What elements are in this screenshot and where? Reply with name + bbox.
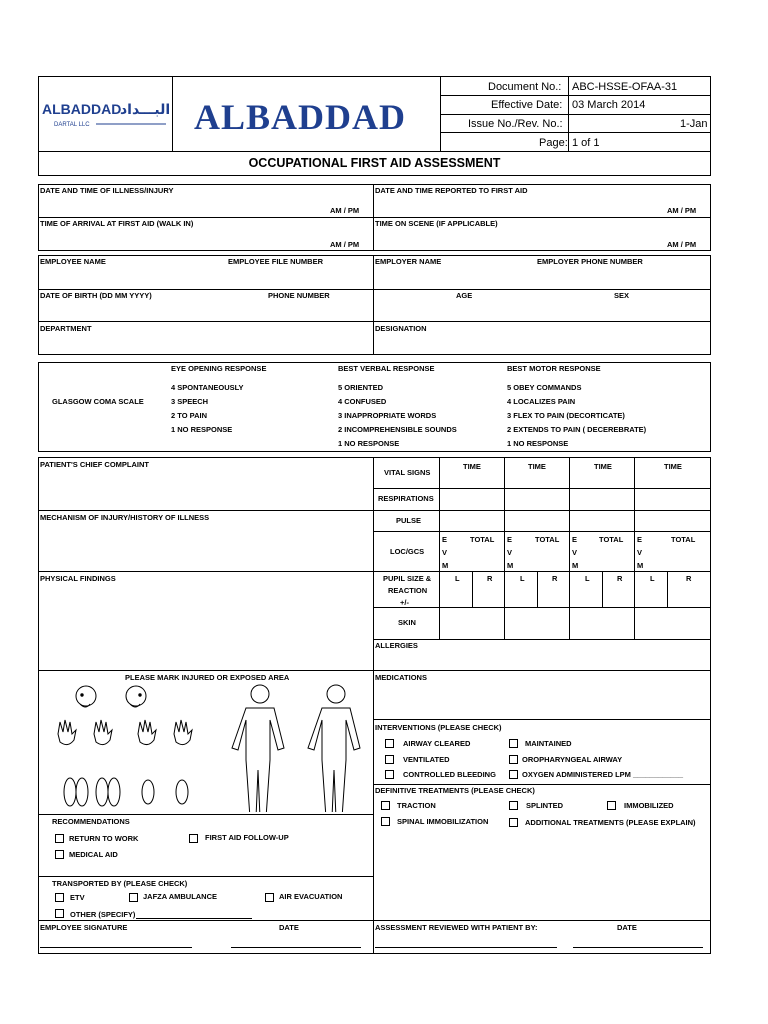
pupil-label: PUPIL SIZE & (383, 574, 432, 583)
gcs-motor-head: BEST MOTOR RESPONSE (507, 364, 601, 373)
additional-label: ADDITIONAL TREATMENTS (PLEASE EXPLAIN) (525, 818, 696, 827)
pupil-r: R (617, 574, 623, 583)
loc-v: V (442, 548, 448, 557)
loc-e: E (572, 535, 578, 544)
etv-label: ETV (70, 893, 85, 902)
employee-date-line[interactable] (231, 947, 361, 948)
reviewed-date-line[interactable] (573, 947, 703, 948)
doc-no-value: ABC-HSSE-OFAA-31 (572, 81, 678, 93)
pupil-l: L (585, 574, 590, 583)
employee-signature-line[interactable] (40, 947, 192, 948)
gcs-eye-item: 1 NO RESPONSE (171, 425, 233, 434)
airway-cleared-checkbox[interactable] (385, 739, 394, 748)
gcs-motor-item: 3 FLEX TO PAIN (DECORTICATE) (507, 411, 625, 420)
body-front-icon (232, 685, 284, 812)
oxygen-label: OXYGEN ADMINISTERED LPM ____________ (522, 770, 684, 779)
medical-aid-checkbox[interactable] (55, 850, 64, 859)
issue-label: Issue No./Rev. No.: (468, 118, 563, 130)
immobilized-label: IMMOBILIZED (624, 801, 674, 810)
pupil-r: R (686, 574, 692, 583)
skin-label: SKIN (398, 618, 416, 627)
svg-text:DARTAL LLC: DARTAL LLC (54, 122, 90, 128)
jafza-checkbox[interactable] (129, 893, 138, 902)
reaction-label: REACTION (388, 586, 428, 595)
employer-name-label: EMPLOYER NAME (375, 257, 442, 266)
mark-area-label: PLEASE MARK INJURED OR EXPOSED AREA (125, 673, 290, 682)
ventilated-checkbox[interactable] (385, 755, 394, 764)
pupil-l: L (650, 574, 655, 583)
loc-m: M (572, 561, 579, 570)
feet-icon (64, 778, 188, 806)
svg-text:ALBADDAD: ALBADDAD (42, 101, 122, 117)
gcs-verbal-head: BEST VERBAL RESPONSE (338, 364, 435, 373)
gcs-verbal-item: 3 INAPPROPRIATE WORDS (338, 411, 437, 420)
company-logo (40, 94, 170, 134)
head-left-icon (76, 686, 96, 707)
sig-date-label-2: DATE (617, 923, 637, 932)
page-label: Page: (539, 137, 568, 149)
gcs-verbal-item: 4 CONFUSED (338, 397, 387, 406)
pupil-r: R (552, 574, 558, 583)
oropharyngeal-label: OROPHARYNGEAL AIRWAY (522, 755, 623, 764)
definitive-title: DEFINITIVE TREATMENTS (PLEASE CHECK) (375, 786, 535, 795)
employee-file-label: EMPLOYEE FILE NUMBER (228, 257, 324, 266)
age-label: AGE (456, 291, 473, 300)
traction-label: TRACTION (397, 801, 436, 810)
effective-date-label: Effective Date: (491, 99, 563, 111)
splinted-label: SPLINTED (526, 801, 564, 810)
airway-cleared-label: AIRWAY CLEARED (403, 739, 471, 748)
head-right-icon (126, 686, 146, 707)
arrival-label: TIME OF ARRIVAL AT FIRST AID (WALK IN) (40, 219, 194, 228)
pupil-l: L (520, 574, 525, 583)
pupil-r: R (487, 574, 493, 583)
ampm-3: AM / PM (330, 240, 360, 249)
time-col-4: TIME (664, 462, 682, 471)
additional-checkbox[interactable] (509, 818, 518, 827)
gcs-motor-item: 2 EXTENDS TO PAIN ( DECEREBRATE) (507, 425, 647, 434)
date-reported-label: DATE AND TIME REPORTED TO FIRST AID (375, 186, 528, 195)
medications-label: MEDICATIONS (375, 673, 427, 682)
loc-e: E (507, 535, 513, 544)
gcs-label: GLASGOW COMA SCALE (52, 397, 144, 406)
doc-no-label: Document No.: (488, 81, 562, 93)
gcs-motor-item: 1 NO RESPONSE (507, 439, 569, 448)
gcs-eye-item: 2 TO PAIN (171, 411, 207, 420)
loc-m: M (442, 561, 449, 570)
followup-label: FIRST AID FOLLOW-UP (205, 833, 289, 842)
loc-total: TOTAL (535, 535, 560, 544)
etv-checkbox[interactable] (55, 893, 64, 902)
logo-graphic (40, 94, 170, 134)
jafza-label: JAFZA AMBULANCE (143, 892, 218, 901)
loc-v: V (637, 548, 643, 557)
company-name: ALBADDAD (194, 97, 407, 137)
interventions-title: INTERVENTIONS (PLEASE CHECK) (375, 723, 502, 732)
ventilated-label: VENTILATED (403, 755, 450, 764)
pupil-l: L (455, 574, 460, 583)
pulse-label: PULSE (396, 516, 422, 525)
phone-label: PHONE NUMBER (268, 291, 330, 300)
splinted-checkbox[interactable] (509, 801, 518, 810)
air-evac-checkbox[interactable] (265, 893, 274, 902)
vital-signs-label: VITAL SIGNS (384, 468, 431, 477)
date-illness-label: DATE AND TIME OF ILLNESS/INJURY (40, 186, 174, 195)
time-col-3: TIME (594, 462, 612, 471)
gcs-verbal-item: 2 INCOMPREHENSIBLE SOUNDS (338, 425, 457, 434)
loc-e: E (637, 535, 643, 544)
spinal-label: SPINAL IMMOBILIZATION (397, 817, 489, 826)
mechanism-label: MECHANISM OF INJURY/HISTORY OF ILLNESS (40, 513, 210, 522)
employee-signature-label: EMPLOYEE SIGNATURE (40, 923, 128, 932)
loc-total: TOTAL (599, 535, 624, 544)
ampm-1: AM / PM (330, 206, 360, 215)
loc-m: M (507, 561, 514, 570)
gcs-verbal-item: 5 ORIENTED (338, 383, 384, 392)
other-specify-line[interactable] (136, 918, 252, 919)
gcs-verbal-item: 1 NO RESPONSE (338, 439, 400, 448)
oropharyngeal-checkbox[interactable] (509, 755, 518, 764)
employer-phone-label: EMPLOYER PHONE NUMBER (537, 257, 643, 266)
oxygen-checkbox[interactable] (509, 770, 518, 779)
respirations-label: RESPIRATIONS (378, 494, 434, 503)
physical-label: PHYSICAL FINDINGS (40, 574, 116, 583)
plusminus-label: +/- (400, 598, 409, 607)
loc-total: TOTAL (470, 535, 495, 544)
hands-icon (58, 720, 192, 745)
controlled-bleeding-checkbox[interactable] (385, 770, 394, 779)
maintained-label: MAINTAINED (525, 739, 572, 748)
loc-m: M (637, 561, 644, 570)
body-diagram[interactable] (50, 682, 370, 812)
air-evac-label: AIR EVACUATION (279, 892, 343, 901)
transport-title: TRANSPORTED BY (PLEASE CHECK) (52, 879, 188, 888)
on-scene-label: TIME ON SCENE (IF APPLICABLE) (375, 219, 498, 228)
gcs-eye-item: 3 SPEECH (171, 397, 209, 406)
time-col-1: TIME (463, 462, 481, 471)
traction-checkbox[interactable] (381, 801, 390, 810)
employee-name-label: EMPLOYEE NAME (40, 257, 106, 266)
sig-date-label-1: DATE (279, 923, 299, 932)
loc-v: V (507, 548, 513, 557)
issue-value: 1-Jan (680, 118, 708, 130)
reviewed-by-line[interactable] (375, 947, 557, 948)
department-label: DEPARTMENT (40, 324, 92, 333)
reviewed-label: ASSESSMENT REVIEWED WITH PATIENT BY: (375, 923, 538, 932)
other-checkbox[interactable] (55, 909, 64, 918)
allergies-label: ALLERGIES (375, 641, 418, 650)
designation-label: DESIGNATION (375, 324, 427, 333)
medical-aid-label: MEDICAL AID (69, 850, 118, 859)
time-col-2: TIME (528, 462, 546, 471)
maintained-checkbox[interactable] (509, 739, 518, 748)
gcs-motor-item: 4 LOCALIZES PAIN (507, 397, 576, 406)
sex-label: SEX (614, 291, 630, 300)
immobilized-checkbox[interactable] (607, 801, 616, 810)
followup-checkbox[interactable] (189, 834, 198, 843)
svg-text:البـــداد: البـــداد (120, 102, 170, 118)
dob-label: DATE OF BIRTH (DD MM YYYY) (40, 291, 152, 300)
form-title: OCCUPATIONAL FIRST AID ASSESSMENT (248, 156, 501, 170)
chief-complaint-label: PATIENT'S CHIEF COMPLAINT (40, 460, 150, 469)
body-back-icon (308, 685, 360, 812)
loc-total: TOTAL (671, 535, 696, 544)
gcs-eye-item: 4 SPONTANEOUSLY (171, 383, 244, 392)
effective-date-value: 03 March 2014 (572, 99, 646, 111)
loc-label: LOC/GCS (390, 547, 425, 556)
loc-e: E (442, 535, 448, 544)
gcs-eye-head: EYE OPENING RESPONSE (171, 364, 267, 373)
other-label: OTHER (SPECIFY) (70, 910, 136, 919)
page-value: 1 of 1 (572, 137, 600, 149)
spinal-checkbox[interactable] (381, 817, 390, 826)
gcs-motor-item: 5 OBEY COMMANDS (507, 383, 582, 392)
return-work-label: RETURN TO WORK (69, 834, 139, 843)
return-work-checkbox[interactable] (55, 834, 64, 843)
recommendations-title: RECOMMENDATIONS (52, 817, 130, 826)
ampm-4: AM / PM (667, 240, 697, 249)
loc-v: V (572, 548, 578, 557)
controlled-bleeding-label: CONTROLLED BLEEDING (403, 770, 496, 779)
ampm-2: AM / PM (667, 206, 697, 215)
